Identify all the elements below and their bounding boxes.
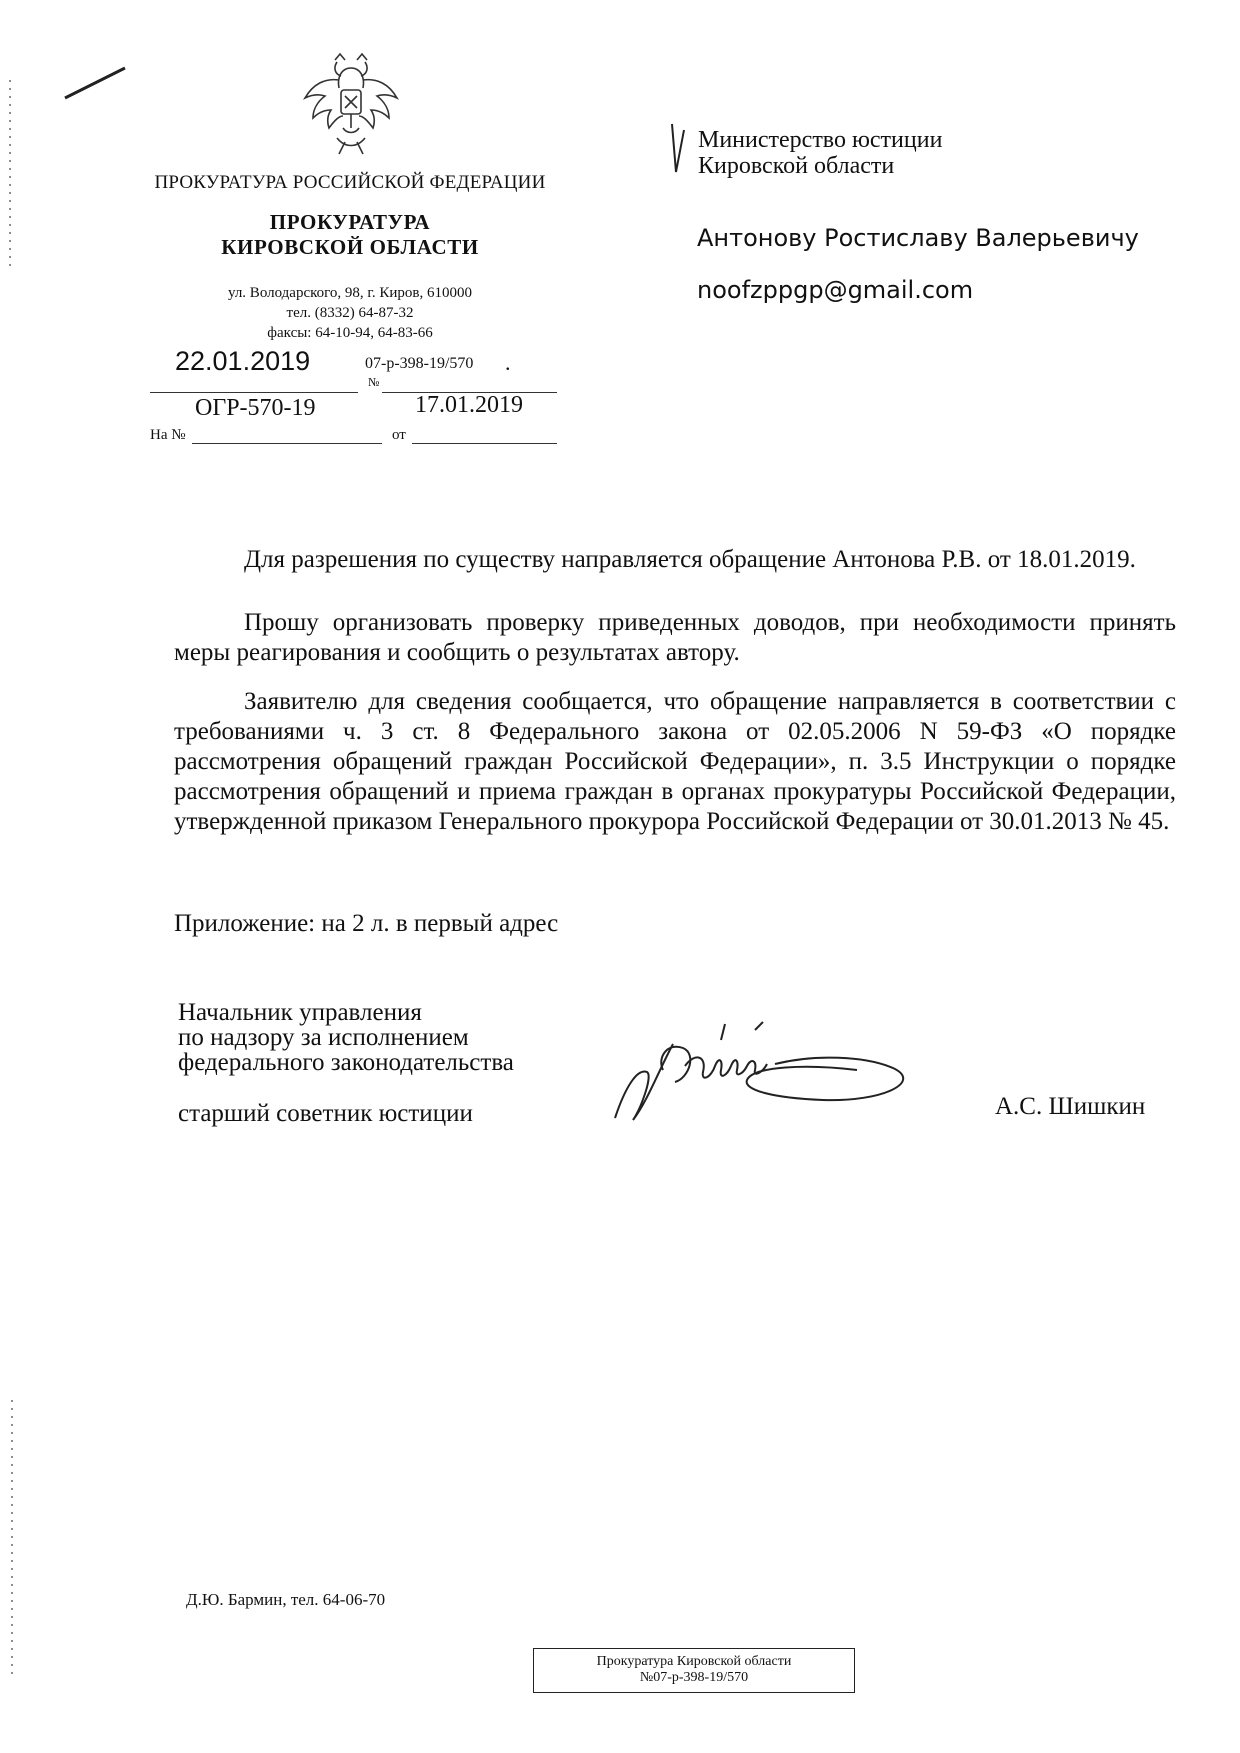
registration-stamp — [533, 1648, 855, 1693]
position-line1: Начальник управления — [178, 999, 422, 1026]
registration-date: 22.01.2019 — [175, 346, 311, 376]
stamp-line2: №07-р-398-19/570 — [639, 1670, 749, 1685]
org-name-line2: КИРОВСКОЙ ОБЛАСТИ — [221, 235, 479, 259]
position-line3: федерального законодательства — [178, 1049, 514, 1076]
in-reply-label: На № — [150, 427, 186, 443]
org-fax: факсы: 64-10-94, 64-83-66 — [267, 325, 433, 341]
org-phone: тел. (8332) 64-87-32 — [286, 305, 414, 321]
left-edge-scan-marks — [0, 0, 20, 1753]
in-reply-underline — [192, 443, 382, 444]
signatory-name: А.С. Шишкин — [995, 1093, 1146, 1120]
reg-date-underline — [150, 392, 358, 393]
org-federal-title: ПРОКУРАТУРА РОССИЙСКОЙ ФЕДЕРАЦИИ — [154, 172, 546, 193]
body-paragraph-3: Заявителю для сведения сообщается, что обращение направляется в соответствии с требованиями ч. 3 ст. 8 Федерального закона от 02.05.2006 N 59-ФЗ «О порядке рассмотрения обращений граждан Российской Федерации», п. 3.5 Инструкции о порядке рассмотрения обращений и приема граждан в органах прокуратуры Российской Федерации, утвержденной приказом Генерального прокурора Российской Федерации от 30.01.2013 № 45. — [174, 688, 1176, 835]
stamp-line1: Прокуратура Кировской области — [596, 1654, 792, 1669]
ministry-line2: Кировской области — [698, 153, 895, 179]
body-paragraph-1: Для разрешения по существу направляется обращение Антонова Р.В. от 18.01.2019. — [244, 546, 1136, 573]
ministry-line1: Министерство юстиции — [698, 127, 943, 153]
recipient-ministry — [698, 127, 942, 179]
in-reply-number: ОГР-570-19 — [195, 395, 316, 421]
org-contacts — [190, 283, 510, 343]
signatory-rank: старший советник юстиции — [178, 1100, 473, 1127]
in-reply-date-underline — [412, 443, 557, 444]
org-address: ул. Володарского, 98, г. Киров, 610000 — [227, 285, 472, 301]
attachment-note: Приложение: на 2 л. в первый адрес — [174, 910, 559, 937]
org-name — [190, 210, 510, 260]
in-reply-date: 17.01.2019 — [415, 392, 523, 418]
handwritten-signature — [605, 1000, 965, 1140]
pen-stroke-mark — [60, 60, 130, 105]
org-name-line1: ПРОКУРАТУРА — [269, 210, 431, 234]
coat-of-arms-emblem — [297, 50, 405, 160]
body-paragraph-2: Прошу организовать проверку приведенных доводов, при необходимости принять меры реагирования и сообщить о результатах автору. — [174, 609, 1176, 666]
position-line2: по надзору за исполнением — [178, 1024, 469, 1051]
executor-contact: Д.Ю. Бармин, тел. 64-06-70 — [186, 1590, 386, 1609]
recipient-name: Антонову Ростиславу Валерьевичу — [697, 224, 1139, 252]
number-label: № — [368, 375, 380, 389]
registration-number: 07-р-398-19/570 — [365, 355, 474, 372]
from-label: от — [392, 427, 406, 443]
registration-dot: . — [505, 350, 511, 375]
signatory-position — [178, 1000, 514, 1075]
handwritten-tick-mark — [662, 120, 692, 180]
recipient-email: noofzppgp@gmail.com — [697, 276, 974, 304]
